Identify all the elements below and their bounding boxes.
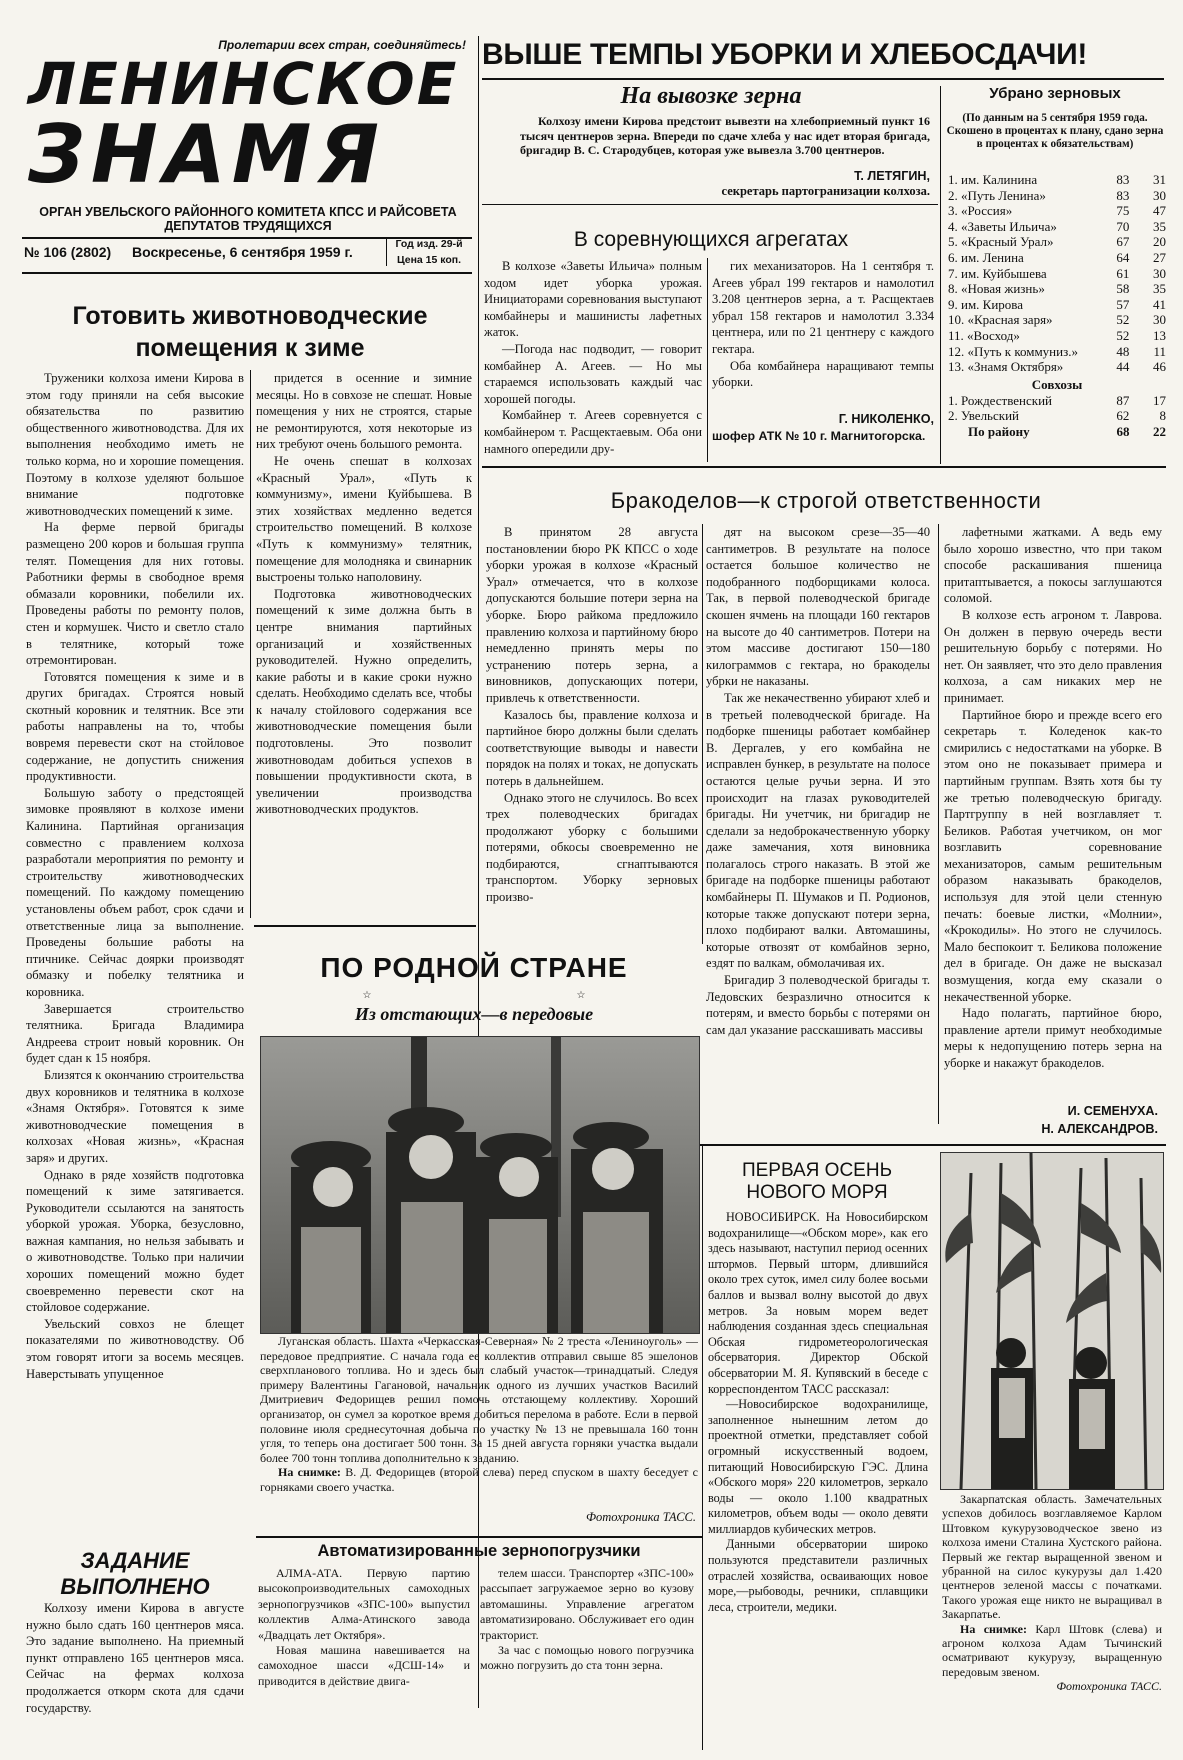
corn-credit: Фотохроника ТАСС. [1056,1679,1162,1694]
competition-paragraph: Оба комбайнера наращивают темпы уборки. [712,358,934,390]
issue-number: № 106 (2802) [24,244,112,260]
farm-name: 1. Рождественский [948,392,1053,408]
corn-photo [940,1152,1164,1490]
grain-article-author-title: секретарь партогранизации колхоза. [721,184,930,198]
livestock-col1 [26,370,244,1600]
competition-paragraph: В колхозе «Заветы Ильича» полным ходом идет уборка урожая. Инициаторами соревнования выступают комбайнеры и машинисты лафетных жаток. [484,259,702,340]
total-b: 22 [1153,423,1167,439]
livestock-paragraph: Готовятся помещения к зиме и в других бригадах. Строятся новый скотный коровник и телятник. Все эти работы направлены на то, чтобы вовремя перевести скот на стойловое содержание, не допустить снижения продуктивности. [26,669,244,784]
harvest-table-row [948,297,1166,313]
country-photo-label: На снимке: [278,1465,341,1480]
mowed-percent: 48 [1116,343,1130,359]
star-icon: ☆ [362,990,372,1001]
harvest-table-row [948,172,1166,188]
farm-name: 2. Увельский [948,408,1019,424]
harvest-table-row [948,328,1166,344]
defects-paragraph: В колхозе есть агроном т. Лаврова. Он должен в первую очередь вести решительную борьбу с потерями. Но нет. Он заявляет, что это дело правления колхоза, а сам никаких мер не принимает. [944,607,1162,705]
mowed-percent: 87 [1116,392,1130,408]
loaders-col1-text [258,1566,470,1689]
star-icon: ☆ [576,990,586,1001]
grain-article-text [520,114,930,158]
defects-col1-text [486,524,698,906]
competition-author-title: шофер АТК № 10 г. Магнитогорска. [712,429,926,443]
delivered-percent: 13 [1153,327,1166,343]
harvest-table-title: Убрано зерновых [989,85,1121,102]
delivered-percent: 46 [1153,359,1166,375]
livestock-title: Готовить животноводческие помещения к зиме [72,302,428,362]
harvest-table [948,172,1166,440]
livestock-paragraph: Труженики колхоза имени Кирова в этом году приняли на себя высокие обязательства по развитию общественного животноводства. Для их выполнения необходимо иметь не только корма, но и хорошие помещения. Поэтому в колхозе уделяют большое внимание подготовке животноводческих помещений к зиме. [26,371,244,518]
harvest-table-row [948,203,1166,219]
livestock-paragraph: Близятся к окончанию строительства двух коровников и телятника в колхозе «Знамя Октября». Готовятся к зиме животноводческие помещения в колхозах «Новая жизнь», «Красная заря» и других. [26,1067,244,1165]
sea-title-line2: НОВОГО МОРЯ [746,1182,888,1203]
farm-name: 4. «Заветы Ильича» [948,218,1057,234]
country-credit: Фотохроника ТАСС. [585,1510,696,1524]
livestock-rule [254,925,476,927]
loaders-paragraph: За час с помощью нового погрузчика можно погрузить до ста тонн зерна. [480,1643,694,1673]
divider-livestock-cols [250,370,251,918]
mowed-percent: 83 [1116,172,1130,187]
competition-col1-text [484,258,702,457]
livestock-paragraph: Большую заботу о предстоящей зимовке проявляют в колхозе имени Калинина. Партийная организация совместно с правлением колхоза разработали мероприятия по ремонту и строительству животноводческих помещений. По каждому помещению установлены объем работ, срок сдачи и ответственные лица за выполнение. Проведены большие работы на птичнике. Сейчас доярки производят обмазку и побелку телятника и коровника. [26,785,244,999]
competition-paragraph: гих механизаторов. На 1 сентября т. Агеев убрал 199 гектаров и намолотил 3.208 центнеров зерна, а т. Расщектаев убрал 158 гектаров и намолотил 3.334 центнера, или по 21 центнеру с каждого гектара. [712,259,934,356]
loaders-paragraph: Новая машина навешивается на самоходное шасси «ДСШ-14» и приводится в действие двига- [258,1643,470,1688]
mowed-percent: 70 [1116,218,1130,234]
competition-col1 [484,258,702,464]
harvest-table-subtitle: (По данным на 5 сентября 1959 года. Скошено в процентах к плану, сдано зерна в процентах к обязательствам) [946,112,1164,150]
sea-paragraph: —Новосибирское водохранилище, заполненное нынешним летом до проектной отметки, представляет собой огромный искусственный водоем, питающий Новосибирскую ГЭС. Длина «Обского моря» 220 километров, зеркало воды — около 1.100 квадратных километров, объем воды — около девяти миллиардов кубических метров. [708,1397,928,1536]
defects-author1: И. СЕМЕНУХА. [1067,1104,1158,1118]
corn-photo-label: На снимке: [960,1621,1027,1636]
farm-name: 12. «Путь к коммуниз.» [948,343,1078,359]
defects-col3 [944,524,1162,1104]
task-done-body: Колхозу имени Кирова в августе нужно было сдать 160 центнеров мяса. Это задание выполнено. На приемный пункт отправлено 165 центнеров мяса. Сейчас на фермах колхоза продолжается откорм скота для сдачи государству. [26,1601,244,1715]
mowed-percent: 61 [1116,265,1130,281]
delivered-percent: 31 [1153,172,1166,187]
defects-paragraph: Надо полагать, партийное бюро, правление артели примут необходимые меры к недопущению потерь зерна на уборке и накажут бракоделов. [944,1006,1162,1070]
defects-paragraph: Казалось бы, правление колхоза и партийное бюро должны были сделать соответствующие выводы и навести порядок на полях и токах, не допускать потерь в дальнейшем. [486,707,698,788]
harvest-table-row [948,408,1166,424]
delivered-percent: 27 [1153,249,1166,265]
harvest-table-row [948,281,1166,297]
mowed-percent: 83 [1116,187,1130,203]
competition-paragraph: —Погода нас подводит, — говорит комбайнер А. Агеев. — Но мы стараемся использовать каждый час хорошей погоды. [484,341,702,406]
loaders-col1 [258,1566,470,1750]
main-banner: ВЫШЕ ТЕМПЫ УБОРКИ И ХЛЕБОСДАЧИ! [482,38,1088,71]
delivered-percent: 47 [1153,203,1166,219]
farm-name: 10. «Красная заря» [948,312,1053,328]
harvest-table-row [948,312,1166,328]
grain-article-body: Колхозу имени Кирова предстоит вывезти на хлебоприемный пункт 16 тысяч центнеров зерна. Впереди по сдаче хлеба у нас идет вторая бригада, бригадир В. С. Стародубцев, которая уже вывезла 3.700 центнеров. [520,114,930,157]
grain-article-rule [482,204,938,205]
harvest-table-row [948,219,1166,235]
sea-title [706,1160,928,1204]
mowed-percent: 52 [1116,327,1130,343]
defects-paragraph: Так же некачественно убирают хлеб и в третьей полеводческой бригаде. На подборке пшеницы работает комбайнер В. Дергалев, у его комбайна не исправлен бункер, в результате на полосе остаются целые ручьи зерна. И это происходит на глазах руководителей бригады. Ни учетчик, ни бригадир не сделали за недоброкачественную уборку даже замечания, хотя виновника полагалось строго наказать. В этой же бригаде на подборке пшеницы работают комбайнеры П. Шумаков и П. Родионов, которые также допускают потери зерна, плохо подбирают валки. Автомашины, которые отвозят от комбайнов зерно, ездят по валкам, обмолачивая их. [706,690,930,971]
corn-caption-text: Закарпатская область. Замечательных успехов добилось возглавляемое Карлом Штовком кукурузоводческое звено из колхоза имени Сталина Хустского района. Первый же гектар выращенной звеном и убранной на силос кукурузы дал 1.420 центнеров зеленой массы с початками. Такого урожая еще никто не выращивал в Закарпатье. [942,1492,1162,1622]
livestock-col1-text [26,370,244,1382]
defects-rule [700,1144,1166,1146]
mowed-percent: 52 [1116,312,1130,328]
masthead-title-line1: ЛЕНИНСКОЕ [28,50,459,118]
harvest-table-total [948,424,1166,440]
delivered-percent: 30 [1153,187,1166,203]
masthead-rule-bottom [22,272,472,274]
country-subtitle: Из отстающих—в передовые [354,1004,594,1024]
defects-paragraph: В принятом 28 августа постановлении бюро РК КПСС о ходе уборки урожая в колхозе «Красный Урал» отмечается, что в колхозе допускаются большие потери зерна на уборке. Бюро райкома предложило правлению колхоза и партийному бюро немедленно принять меры по устранению потерь зерна, а виновников, допускающих потери, привлечь к ответственности. [486,525,698,705]
total-name: По району [968,423,1030,439]
harvest-table-row [948,344,1166,360]
competition-author: Г. НИКОЛЕНКО, [838,412,934,426]
competition-title: В соревнующихся агрегатах [573,228,849,251]
corn-caption [942,1492,1162,1732]
mowed-percent: 64 [1116,249,1130,265]
year-label: Год изд. 29-й [395,238,463,250]
divider-defects-b [938,524,939,1124]
harvest-table-row [948,393,1166,409]
defects-author2: Н. АЛЕКСАНДРОВ. [1041,1122,1158,1136]
country-rule [256,1536,702,1538]
farm-name: 9. им. Кирова [948,296,1024,312]
farm-name: 11. «Восход» [948,327,1020,343]
loaders-paragraph: телем шасси. Транспортер «ЗПС-100» рассыпает загружаемое зерно во кузову автомашины. Управление агрегатом автоматизировано. Обслуживает его один тракторист. [480,1566,694,1642]
farm-name: 2. «Путь Ленина» [948,187,1046,203]
delivered-percent: 20 [1153,234,1166,250]
mowed-percent: 67 [1116,234,1130,250]
defects-col2-text [706,524,930,1038]
mine-photo [260,1036,700,1334]
delivered-percent: 41 [1153,296,1166,312]
livestock-paragraph: Однако в ряде хозяйств подготовка помещений к зиме затягивается. Руководители ссылаются на занятость уборкой урожая. Уборка, безусловно, важная кампания, но нельзя забывать и о животноводстве. Только при наличии хороших помещений можно будет своевременно перевести скот на стойловое содержание. [26,1167,244,1315]
loaders-title: Автоматизированные зернопогрузчики [317,1542,641,1560]
livestock-col2-text [256,370,472,818]
farm-name: 3. «Россия» [948,203,1013,219]
corn-photo-note [942,1622,1162,1680]
harvest-table-row [948,266,1166,282]
competition-rule [482,466,1166,468]
masthead-title-line2: ЗНАМЯ [28,108,385,201]
task-done-title-line2: ВЫПОЛНЕНО [60,1574,210,1599]
delivered-percent: 35 [1153,281,1166,297]
farm-name: 6. им. Ленина [948,249,1024,265]
defects-col3-text [944,524,1162,1072]
harvest-table-rows [948,172,1166,375]
defects-paragraph: Бригадир 3 полеводческой бригады т. Ледовских безразлично относится к потерям, и вместо борьбы с потерями он сам дал указание расскашивать массивы [706,973,930,1037]
divider-defects-a [702,524,703,944]
livestock-paragraph: Подготовка животноводческих помещений к зиме должна быть в центре внимания партийных организаций и хозяйственных руководителей. Нужно определить, какие работы и в какие сроки нужно сделать. Необходимо сделать все, чтобы к началу стойлового содержания все животноводческие помещения были подготовлены. Это позволит животноводам добиться успехов в повышении продуктивности скота, в увеличении производства животноводческих продуктов. [256,586,472,817]
divider-bottom-right [702,1144,703,1750]
task-done-title [26,1548,244,1600]
corn-photo-image [941,1153,1163,1489]
farm-name: 7. им. Куйбышева [948,265,1047,281]
mowed-percent: 62 [1116,408,1130,424]
price-label: Цена 15 коп. [396,254,462,266]
masthead-subtitle: ОРГАН УВЕЛЬСКОГО РАЙОННОГО КОМИТЕТА КПСС И РАЙСОВЕТА ДЕПУТАТОВ ТРУДЯЩИХСЯ [39,205,457,233]
competition-col2 [712,258,934,408]
defects-paragraph: лафетными жатками. А ведь ему было хорошо известно, что при таком способе раскашивания пшеница притаптывается, а покосы заглушаются соломой. [944,525,1162,606]
farm-name: 5. «Красный Урал» [948,234,1054,250]
loaders-paragraph: АЛМА-АТА. Первую партию высокопроизводительных самоходных зернопогрузчиков «ЗПС-100» выпустил коллектив Алма-Атинского завода «Двадцать лет Октября». [258,1566,470,1642]
divider-table [940,86,941,464]
country-photo-note [260,1465,698,1494]
issue-date: Воскресенье, 6 сентября 1959 г. [132,244,353,260]
mowed-percent: 75 [1116,203,1130,219]
competition-paragraph: Комбайнер т. Агеев соревнуется с комбайнером т. Расщектаевым. Оба они намного опередили дру- [484,408,702,456]
country-title: ПО РОДНОЙ СТРАНЕ [320,952,628,983]
defects-title: Бракоделов—к строгой ответственности [610,488,1042,513]
sea-text-body [708,1210,928,1615]
harvest-table-row [948,359,1166,375]
defects-paragraph: Однако этого не случилось. Во всех трех полеводческих бригадах продолжают уборку с большими потерями, обкосы своевременно не подбираются, сгнаптываются транспортом. Уборку зерновых произво- [486,790,698,905]
delivered-percent: 30 [1153,312,1166,328]
sovkhozy-label: Совхозы [1031,376,1083,392]
livestock-paragraph: Не очень спешат в колхозах «Красный Урал», «Путь к коммунизму», имени Куйбышева. В этих хозяйствах медленно ведется строительство помещений. В колхозе «Путь к коммунизму» телятник, помещение для молодняка и свинарник выстроены только наполовину. [256,453,472,585]
country-photo-text: В. Д. Федорищев (второй слева) перед спуском в шахту беседует с горняками своего участка. [260,1465,698,1494]
delivered-percent: 30 [1153,265,1166,281]
delivered-percent: 8 [1159,408,1166,424]
mowed-percent: 58 [1116,281,1130,297]
sea-text [708,1210,928,1750]
sovkhozy-rows [948,393,1166,424]
country-caption [260,1334,698,1520]
harvest-table-row [948,250,1166,266]
grain-article-author: Т. ЛЕТЯГИН, [854,169,930,183]
harvest-table-row [948,234,1166,250]
miners-photo-image [261,1037,699,1333]
defects-paragraph: дят на высоком срезе—35—40 сантиметров. В результате на полосе остается большое количество не подобранного подборщиками колоса. Так, в первой полеводческой бригаде скошен ячмень на площади 160 гектаров на высоте до 40 сантиметров. Потери на этом массиве достигают 150—180 килограммов с гектара, но бракоделы убрки не наказаны. [706,525,930,689]
farm-name: 1. им. Калинина [948,172,1038,187]
defects-paragraph: Партийное бюро и прежде всего его секретарь т. Коледенок как-то смирились с недостатками на уборке. В этом оно не показывает примера и партийным группам. Взять хотя бы ту же третью полеводческую бригаду. Партгруппу в ней возглавляет т. Беликов. Работая учетчиком, он мог возглавить соревнование механизаторов, самым решительным образом наказывать бракоделов, используя для этой цели стенную печать: боевые листки, «Молнии», «Крокодилы». Но этого не случилось. Мало беспокоит т. Беликова положение дел в бригаде. Он даже не высказал возмущения, когда ему сказали о некачественной уборке. [944,707,1162,1004]
competition-col2-text [712,258,934,391]
masthead-title [28,50,468,201]
livestock-col2 [256,370,472,920]
livestock-paragraph: На ферме первой бригады размещено 200 коров и большая группа телят. Помещения для них готовы. Работники фермы в свободное время обмазали коровники, побелили их. Проведены работы по ремонту полов, стен и кормушек. Чисто и светло стало в телятнике, который тоже отремонтирован. [26,520,244,668]
defects-col2 [706,524,930,1120]
country-caption-text: Луганская область. Шахта «Черкасская-Северная» № 2 треста «Лениноуголь» — передовое предприятие. С начала года ее коллектив отправил свыше 85 эшелонов сверхпланового топлива. Но и здесь был слабый участок—тринадцатый. Следуя примеру Валентины Гагановой, начальник одного из лучших участков Василий Дмитриевич Федорищев решил помочь отстающему коллективу. Хороший организатор, он сумел за короткое время добиться перелома в работе. Если в первой половине июля среднесуточная добыча по участку № 13 не превышала 160 тонн угля, то теперь она достигает 500 тонн. За 15 дней августа горняки участка выдали более 700 тонн топлива дополнительно к заданию. [260,1334,698,1465]
delivered-percent: 17 [1153,392,1166,408]
farm-name: 8. «Новая жизнь» [948,281,1045,297]
livestock-paragraph: Завершается строительство телятника. Бригада Владимира Андреева строит новый коровник. Он будет сдан к 15 ноября. [26,1001,244,1066]
harvest-table-row [948,188,1166,204]
total-a: 68 [1116,423,1130,439]
banner-rule [482,78,1164,80]
mowed-percent: 57 [1116,296,1130,312]
delivered-percent: 35 [1153,218,1166,234]
loaders-col2 [480,1566,694,1750]
mowed-percent: 44 [1116,359,1130,375]
corn-photo-text: Карл Штовк (слева) и агроном колхоза Адам Тычинский осматривают кукурузу, выращенную передовым звеном. [942,1621,1162,1679]
divider-competition [707,258,708,462]
defects-col1 [486,524,698,942]
livestock-paragraph: Увельский совхоз не блещет показателями по животноводству. Об этом говорят итоги за восемь месяцев. Наверстывать упущенное [26,1316,244,1381]
delivered-percent: 11 [1153,343,1166,359]
sea-paragraph: НОВОСИБИРСК. На Новосибирском водохранилище—«Обском море», как его здесь называют, наступил период осенних штормов. Первый шторм, длившийся около трех суток, имел силу более восьми баллов и вызвал волну высотой до двух метров. За новым морем ведет наблюдения созданная здесь специальная Обская гидрометеорологическая обсерватория. Директор Обской обсерватории М. Я. Купявский в беседе с корреспондентом ТАСС рассказал: [708,1210,928,1396]
sea-title-line1: ПЕРВАЯ ОСЕНЬ [741,1160,893,1181]
grain-article-title: На вывозке зерна [620,83,802,109]
country-stars [260,990,688,1001]
sea-paragraph: Данными обсерватории широко пользуются представители различных отраслей хозяйства, осваивающих новое море,—рыбоводы, речники, сплавщики леса, строители, медики. [708,1537,928,1614]
masthead-motto: Пролетарии всех стран, соединяйтесь! [218,38,466,52]
loaders-col2-text [480,1566,694,1674]
livestock-paragraph: придется в осенние и зимние месяцы. Но в совхозе не спешат. Новые помещения у них не строятся, старые не ремонтируются, хотя некоторые из них требуют очень большого ремонта. [256,371,472,452]
task-done-text [26,1600,244,1740]
year-box [386,238,471,266]
farm-name: 13. «Знамя Октября» [948,359,1064,375]
task-done-title-line1: ЗАДАНИЕ [80,1548,190,1573]
